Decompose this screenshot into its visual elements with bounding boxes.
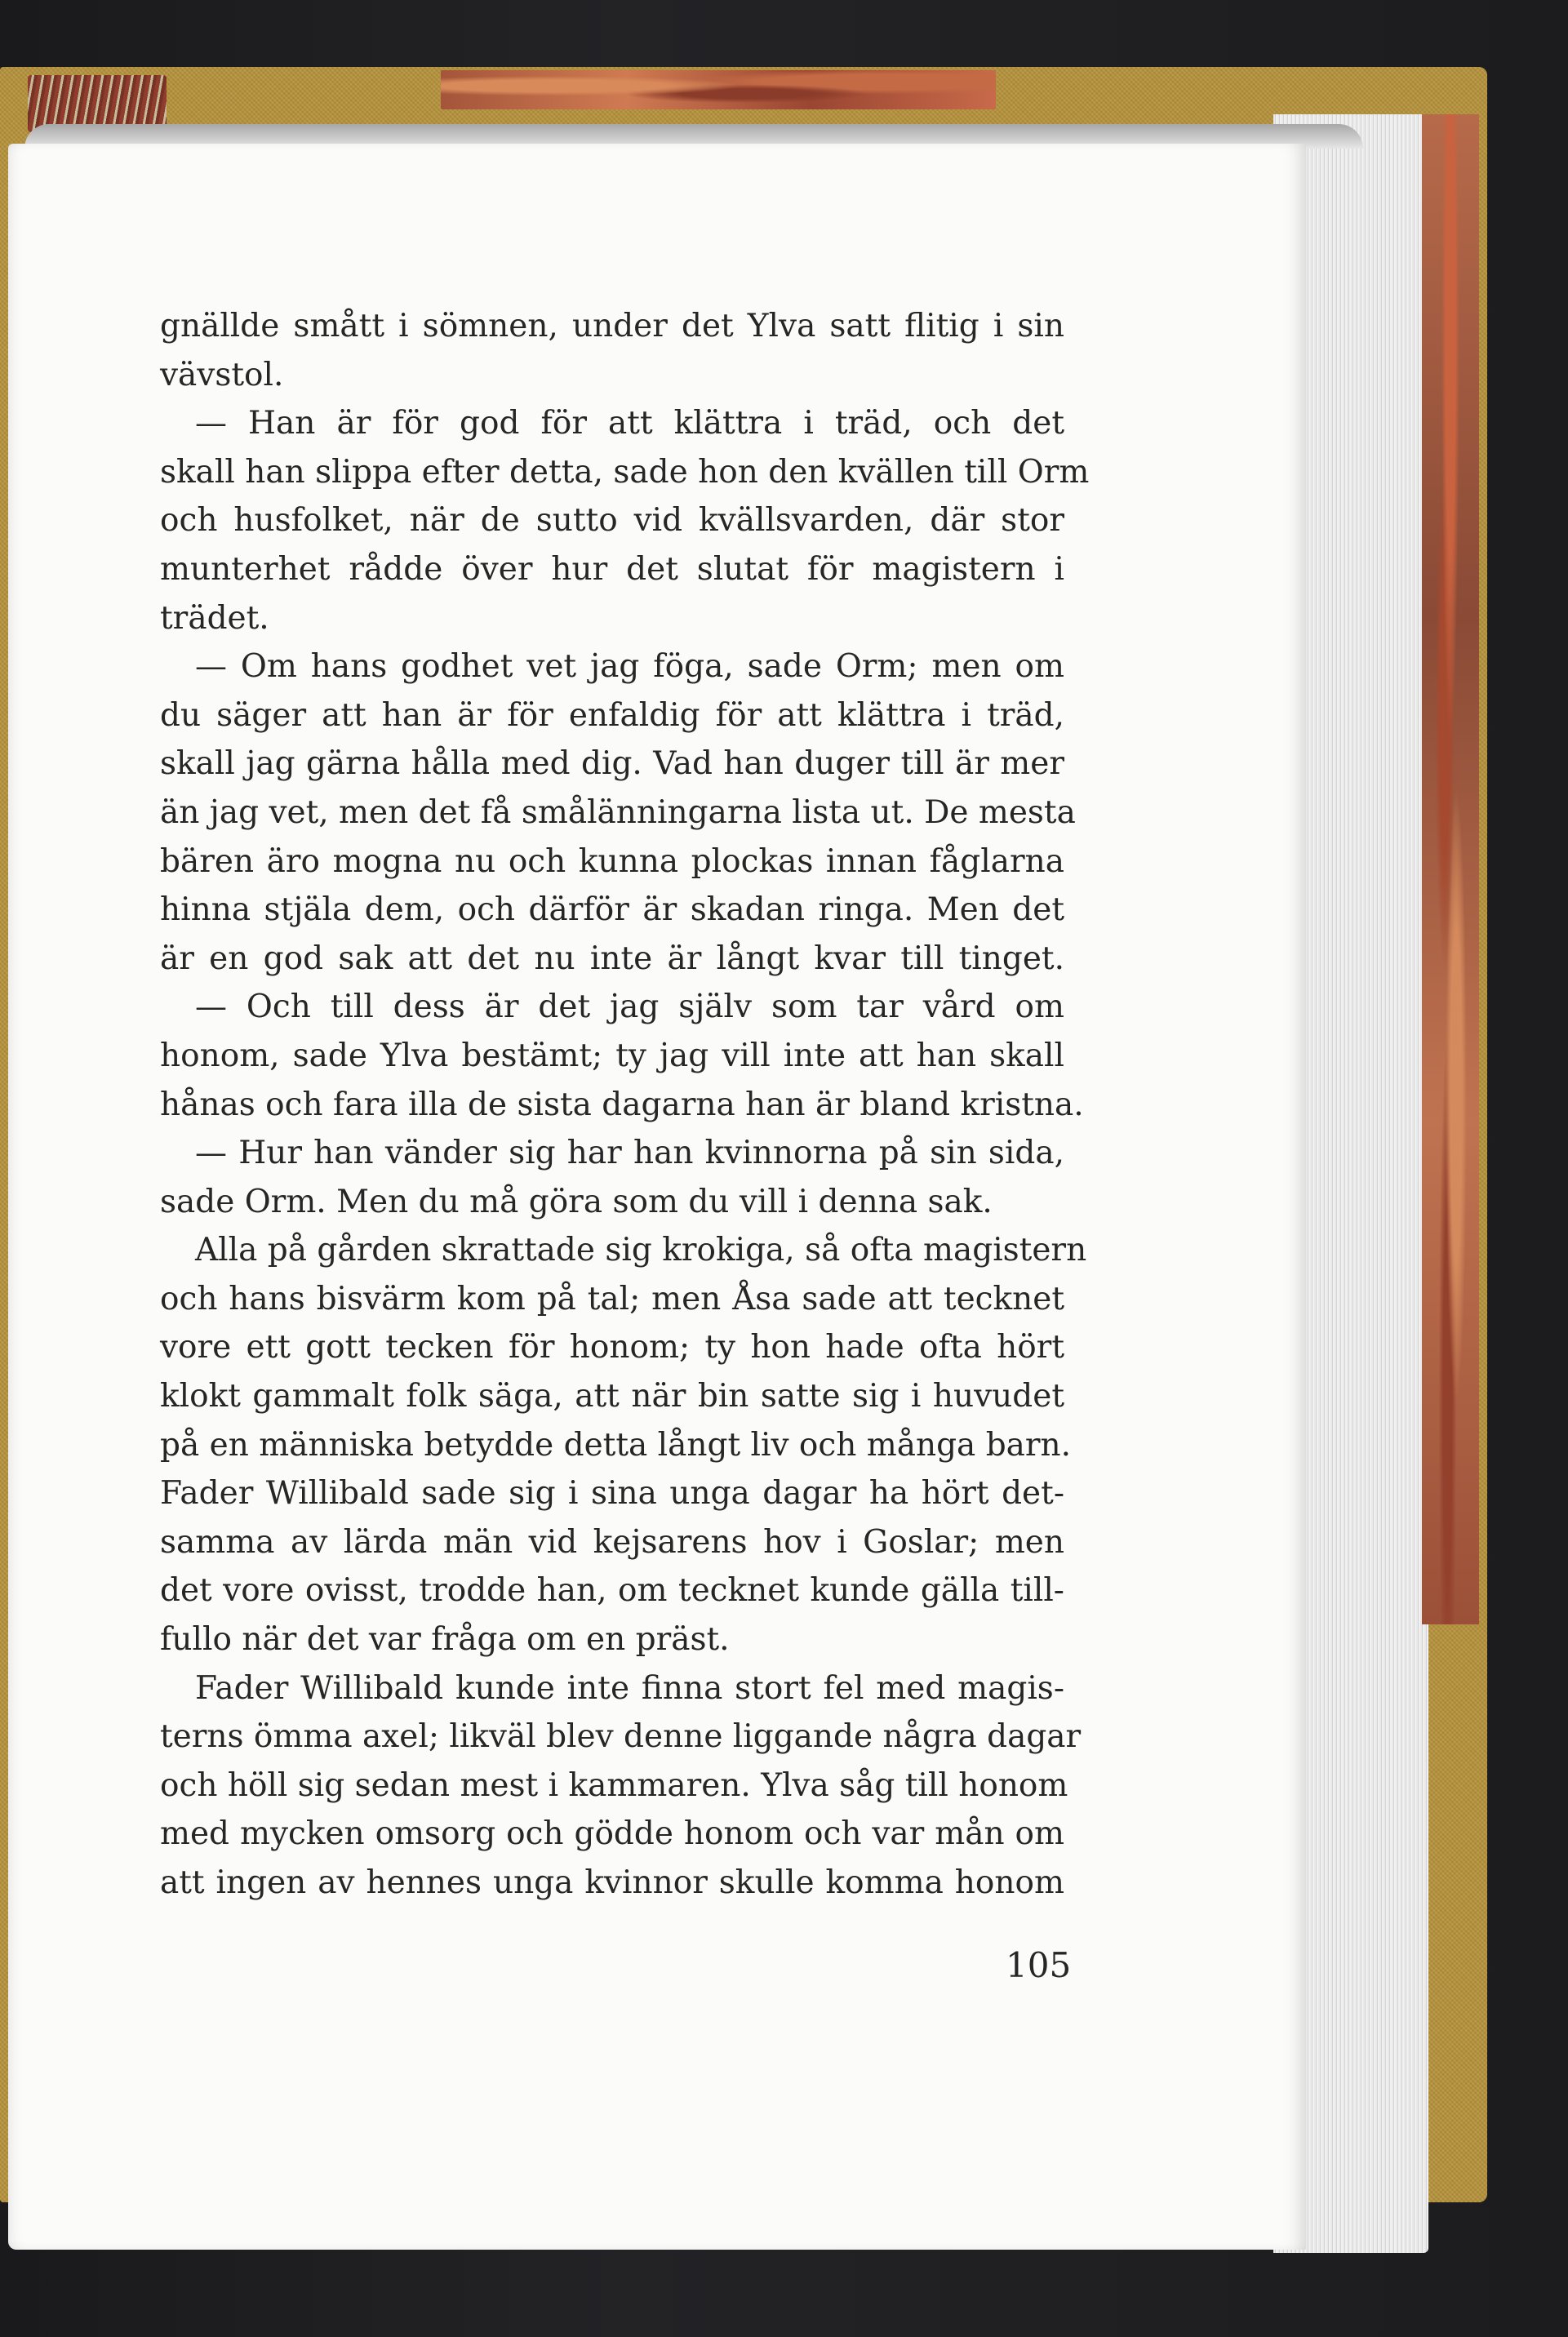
text-line: samma av lärda män vid kejsarens hov i Goslar; men [160,1523,1064,1561]
text-line: hånas och fara illa de sista dagarna han är bland kristna. [160,1086,1084,1123]
text-line: och hans bisvärm kom på tal; men Åsa sade att tecknet [160,1280,1064,1317]
marbled-endpaper-top [441,70,996,109]
text-line: honom, sade Ylva bestämt; ty jag vill inte att han skall [160,1037,1064,1074]
text-line: med mycken omsorg och gödde honom och var mån om [160,1815,1064,1853]
text-line: och husfolket, när de sutto vid kvällsvarden, där stor [160,502,1064,540]
text-line: terns ömma axel; likväl blev denne liggande några dagar [160,1718,1082,1756]
text-line: trädet. [160,599,269,637]
text-line: fullo när det var fråga om en präst. [160,1621,730,1659]
text-line: och höll sig sedan mest i kammaren. Ylva såg till honom [160,1766,1068,1804]
text-line: är en god sak att det nu inte är långt kvar till tinget. [160,940,1064,977]
text-line: Alla på gården skrattade sig krokiga, så ofta magistern [195,1232,1087,1269]
text-line: sade Orm. Men du må göra som du vill i denna sak. [160,1183,993,1220]
marbled-endpaper-right [1422,114,1479,1624]
text-line: vävstol. [160,356,284,393]
page-text [160,302,1090,1908]
text-line: munterhet rådde över hur det slutat för magistern i [160,550,1064,588]
text-line: skall han slippa efter detta, sade hon den kvällen till Orm [160,453,1090,491]
text-line: Fader Willibald sade sig i sina unga dagar ha hört det- [160,1475,1064,1513]
text-line: skall jag gärna hålla med dig. Vad han duger till är mer [160,745,1064,783]
text-line: vore ett gott tecken för honom; ty hon hade ofta hört [160,1329,1064,1366]
text-line: — Om hans godhet vet jag föga, sade Orm; men om [195,648,1064,686]
text-line: Fader Willibald kunde inte finna stort fel med magis- [195,1669,1064,1707]
page-number: 105 [1006,1945,1072,1985]
text-line: — Han är för god för att klättra i träd, och det [195,405,1064,442]
text-line: bären äro mogna nu och kunna plockas innan fåglarna [160,842,1064,880]
text-line: än jag vet, men det få smålänningarna lista ut. De mesta [160,793,1076,831]
text-line: hinna stjäla dem, och därför är skadan ringa. Men det [160,891,1064,929]
text-line: det vore ovisst, trodde han, om tecknet kunde gälla till- [160,1572,1064,1610]
text-line: att ingen av hennes unga kvinnor skulle komma honom [160,1864,1064,1901]
text-line: — Hur han vänder sig har han kvinnorna på sin sida, [195,1135,1064,1172]
text-line: gnällde smått i sömnen, under det Ylva satt flitig i sin [160,308,1064,344]
text-line: på en människa betydde detta långt liv och många barn. [160,1426,1072,1464]
text-line: — Och till dess är det jag själv som tar vård om [195,989,1064,1026]
text-line: klokt gammalt folk säga, att när bin satte sig i huvudet [160,1378,1064,1415]
text-line: du säger att han är för enfaldig för att klättra i träd, [160,696,1064,734]
